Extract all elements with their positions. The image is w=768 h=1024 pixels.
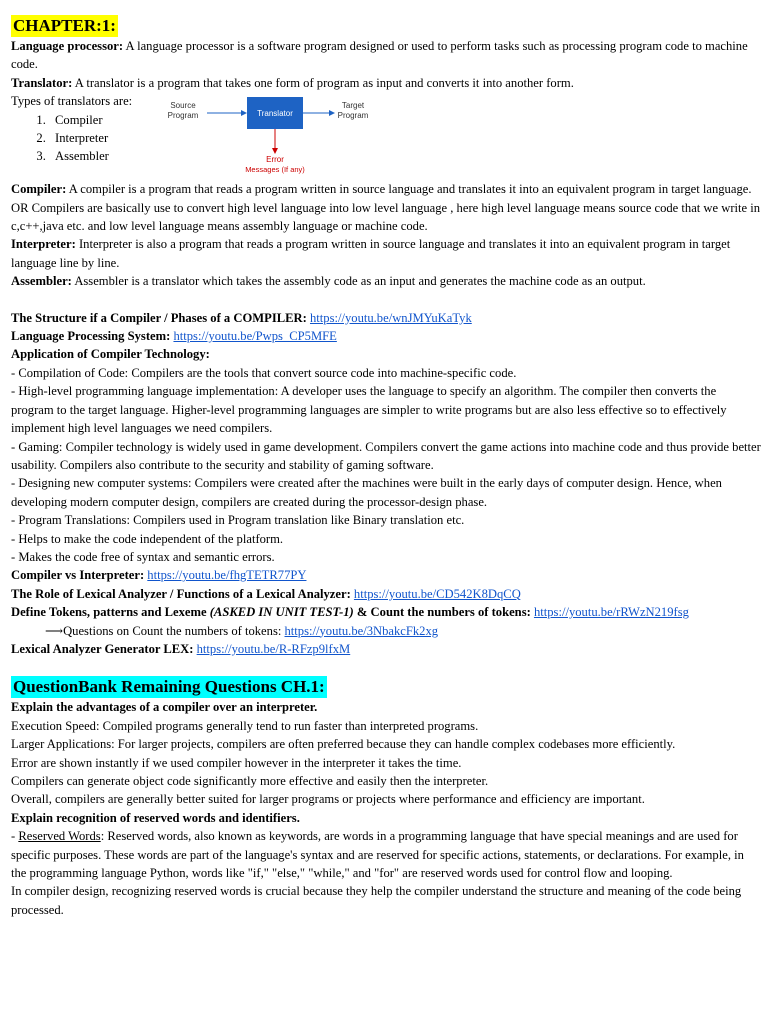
translator-types-list [11, 92, 161, 166]
lps-line: Language Processing System: https://youtu.be/Pwps_CP5MFE [11, 329, 337, 344]
diagram-translator-label: Translator [257, 109, 293, 119]
spacer [11, 658, 761, 676]
question-1: Explain the advantages of a compiler over an interpreter. [11, 700, 318, 715]
answer-line: Execution Speed: Compiled programs generally tend to run faster than interpreted programs. [11, 718, 479, 733]
type-item: 1. Compiler [49, 111, 161, 129]
lps-link[interactable]: https://youtu.be/Pwps_CP5MFE [173, 329, 337, 344]
app-item: - Compilation of Code: Compilers are the tools that convert source code into machine-specific code. [11, 365, 517, 380]
app-item: - Program Translations: Compilers used in Program translation like Binary translation etc. [11, 513, 465, 528]
type-item: 3. Assembler [49, 147, 161, 165]
document-page [11, 15, 761, 919]
chapter-heading-text: CHAPTER:1: [13, 16, 116, 35]
questionbank-heading-text: QuestionBank Remaining Questions CH.1: [13, 677, 325, 697]
cvi-line: Compiler vs Interpreter: https://youtu.be/fhgTETR77PY [11, 568, 307, 583]
answer-line: Overall, compilers are generally better suited for larger programs or projects where performance and efficiency are important. [11, 792, 645, 807]
translator-def: Translator: A translator is a program that takes one form of program as input and converts it into another form. [11, 75, 574, 90]
reserved-words-para: - Reserved Words: Reserved words, also known as keywords, are words in a programming language that have special meanings and are used for specific purposes. These words are part of the language's syntax and are reserved for specific actions, statements, or declarations. For example, in the programming language Python, words like "if," "else," "while," and "for" are reserved words used for control flow and looping. [11, 829, 744, 881]
app-item: - Designing new computer systems: Compilers were created after the machines were built in the early days of computer design. Hence, when developing modern computer design, compilers are created during the processor-design phase. [11, 476, 722, 509]
diagram-error-label-2: Messages (If any) [245, 165, 305, 175]
answer-line: Error are shown instantly if we used compiler however in the interpreter it takes the time. [11, 755, 462, 770]
compiler-or: OR Compilers are basically use to convert high level language into low level language , here high level language means source code that we write in c,c++,java etc. and low level language means assembly language or machine code. [11, 200, 761, 234]
diagram-arrow-in-head [241, 110, 247, 116]
translator-diagram [161, 94, 396, 182]
chapter-heading [11, 15, 761, 37]
type-item: 2. Interpreter [49, 129, 161, 147]
answer-line: Larger Applications: For larger projects, compilers are often preferred because they can handle complex codebases more efficiently. [11, 737, 676, 752]
lexical-role-line: The Role of Lexical Analyzer / Functions of a Lexical Analyzer: https://youtu.be/CD542K8DqCQ [11, 586, 521, 601]
questionbank-heading [11, 676, 761, 698]
translator-types-section [11, 92, 761, 180]
structure-link[interactable]: https://youtu.be/wnJMYuKaTyk [309, 310, 472, 325]
tokens-link[interactable]: https://youtu.be/rRWzN219fsg [533, 605, 689, 620]
lex-link[interactable]: https://youtu.be/R-RFzp9lfxM [196, 641, 351, 656]
language-processor-def: Language processor: A language processor is a software program designed or used to perform tasks such as processing program code to machine code. [11, 39, 748, 72]
diagram-source-label: Source [170, 101, 196, 111]
lex-line: Lexical Analyzer Generator LEX: https://youtu.be/R-RFzp9lfxM [11, 641, 351, 656]
question-2: Explain recognition of reserved words and identifiers. [11, 810, 300, 825]
diagram-target-label-2: Program [337, 111, 369, 121]
app-item: - High-level programming language implementation: A developer uses the language to specify an algorithm. The compiler then converts the program to the target language. Higher-level programming languages are simpler to write programs but are also less effective so to effectively implement high level languages we need compilers. [11, 384, 727, 436]
tokens-line: Define Tokens, patterns and Lexeme (ASKED IN UNIT TEST-1) & Count the numbers of tokens: https://youtu.be/rRWzN219fsg [11, 605, 689, 620]
diagram-target-label: Target [341, 101, 365, 111]
diagram-arrow-down-head [272, 148, 278, 154]
compiler-def: Compiler: A compiler is a program that reads a program written in source language and translates it into an equivalent program in target language. [11, 182, 752, 197]
app-item: - Makes the code free of syntax and semantic errors. [11, 549, 275, 564]
app-item: - Gaming: Compiler technology is widely used in game development. Compilers convert the game actions into machine code and thus provide better usability. Compilers also contribute to the security and stability of gaming software. [11, 439, 761, 472]
assembler-def: Assembler: Assembler is a translator which takes the assembly code as an input and generates the machine code as an output. [11, 274, 646, 289]
app-heading: Application of Compiler Technology: [11, 347, 210, 362]
structure-line: The Structure if a Compiler / Phases of a COMPILER: https://youtu.be/wnJMYuKaTyk [11, 310, 472, 325]
types-ordered-list [11, 111, 161, 166]
answer-line: Compilers can generate object code significantly more effective and easily then the interpreter. [11, 774, 489, 788]
cvi-link[interactable]: https://youtu.be/fhgTETR77PY [147, 568, 307, 583]
tokens-question-line: ⟶Questions on Count the numbers of tokens: https://youtu.be/3NbakcFk2xg [45, 623, 439, 638]
interpreter-def: Interpreter: Interpreter is also a program that reads a program written in source language and translates it into an equivalent program in target language line by line. [11, 237, 731, 270]
diagram-arrow-out-head [329, 110, 335, 116]
spacer [11, 291, 761, 309]
tokens-question-link[interactable]: https://youtu.be/3NbakcFk2xg [284, 623, 439, 638]
app-item: - Helps to make the code independent of the platform. [11, 531, 284, 546]
diagram-source-label-2: Program [167, 111, 199, 121]
types-intro: Types of translators are: [11, 94, 133, 109]
reserved-words-conclusion: In compiler design, recognizing reserved words is crucial because they help the compiler understand the structure and meaning of the code being processed. [11, 884, 742, 917]
diagram-error-label: Error [266, 155, 284, 165]
lexical-role-link[interactable]: https://youtu.be/CD542K8DqCQ [353, 586, 521, 601]
arrow-icon: ⟶ [45, 623, 64, 638]
